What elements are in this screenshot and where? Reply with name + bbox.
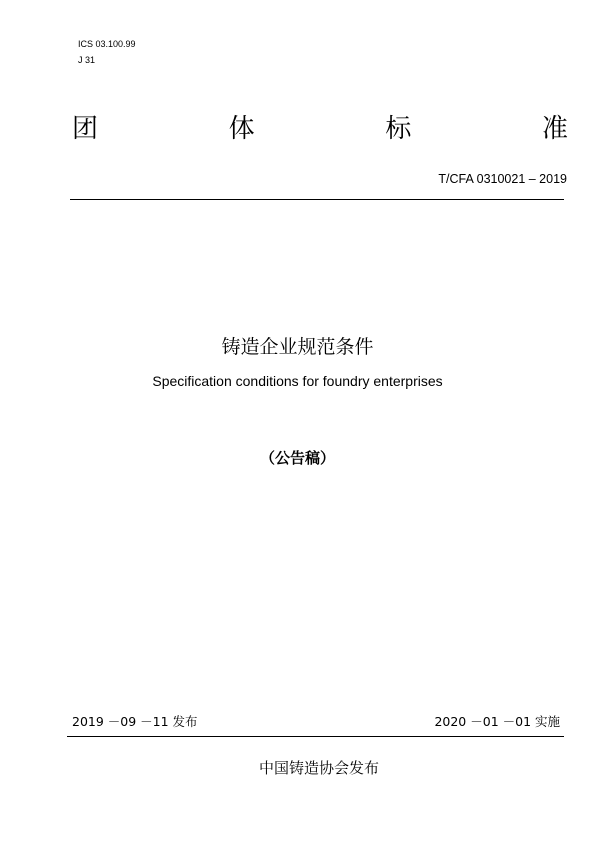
document-title-cn: 铸造企业规范条件: [221, 336, 374, 358]
standard-type-char: 团: [72, 114, 99, 144]
standard-type-char: 体: [228, 114, 255, 144]
ics-code: ICS 03.100.99: [78, 39, 136, 49]
bottom-divider: [67, 736, 564, 737]
document-title-en: Specification conditions for foundry enterprises: [152, 373, 443, 389]
standard-type-heading: [72, 112, 568, 146]
top-divider: [70, 199, 564, 200]
classification-code: J 31: [78, 55, 96, 65]
standard-type-char: 标: [385, 114, 412, 144]
issue-date: 2019 －09 －11 发布: [72, 714, 198, 729]
draft-status-note: （公告稿）: [259, 449, 335, 467]
standard-type-char: 准: [541, 114, 568, 144]
publisher: 中国铸造协会发布: [258, 759, 379, 777]
standard-number: T/CFA 0310021 – 2019: [438, 172, 567, 186]
implementation-date: 2020 －01 －01 实施: [434, 714, 560, 729]
